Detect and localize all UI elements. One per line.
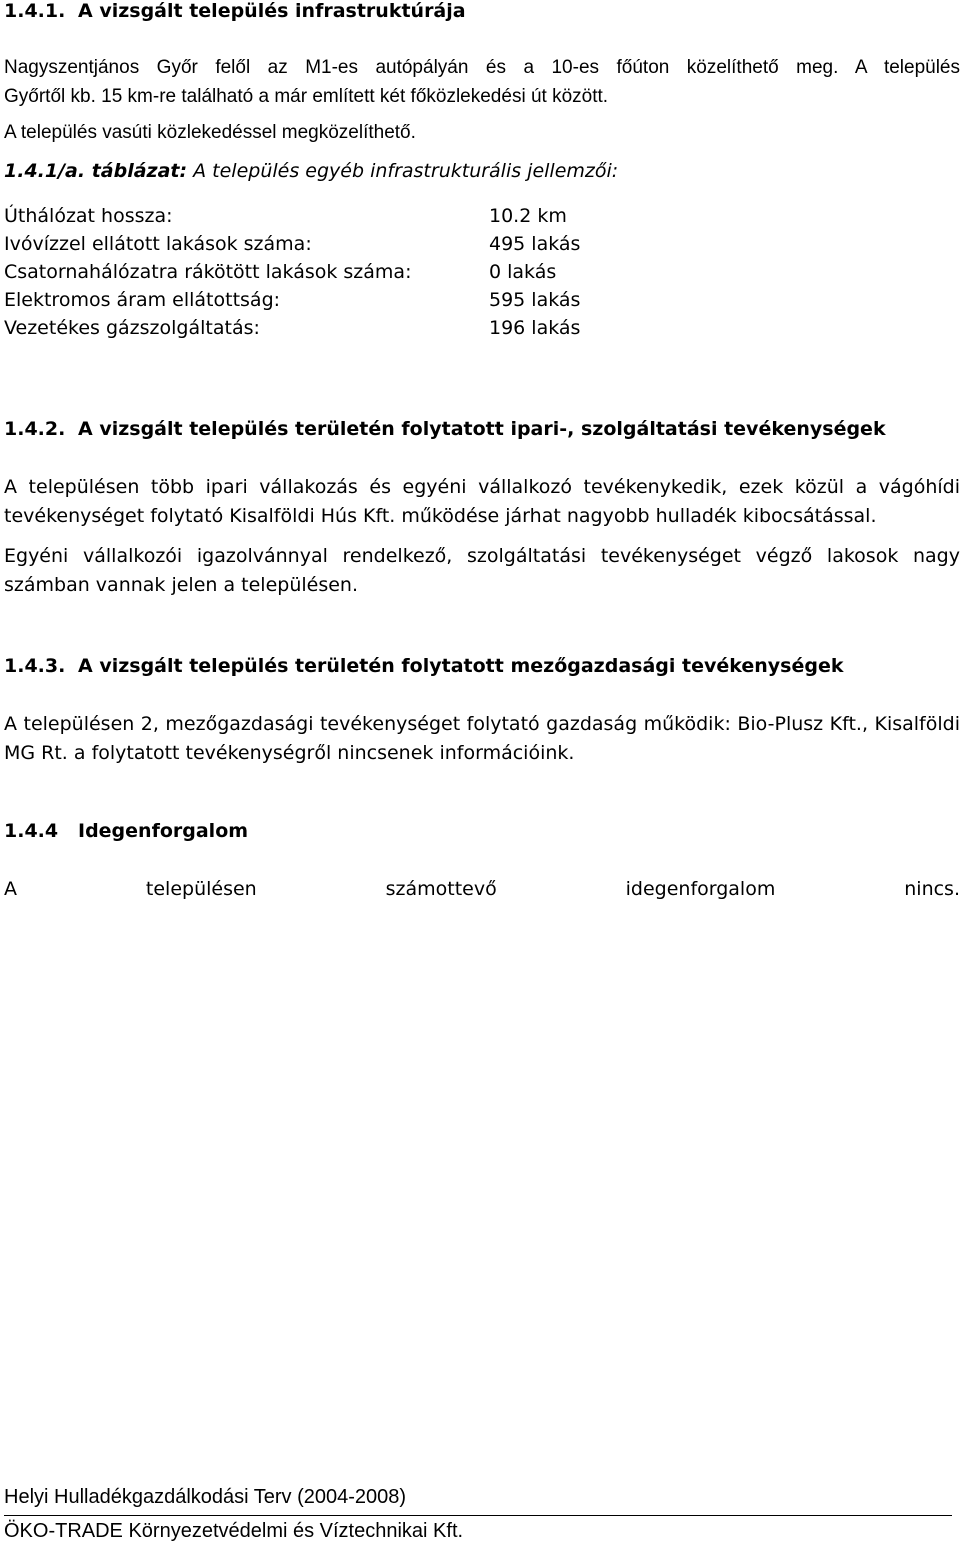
- paragraph-access-road: [4, 53, 960, 111]
- paragraph-line: Győrtől kb. 15 km-re található a már említett két főközlekedési út között.: [4, 86, 609, 107]
- section-number: 1.4.3.: [4, 655, 66, 677]
- section-title: Idegenforgalom: [78, 820, 249, 842]
- row-label: Csatornahálózatra rákötött lakások száma:: [4, 261, 412, 283]
- table-row: [4, 258, 704, 286]
- footer-divider: [4, 1515, 952, 1516]
- section-number: 1.4.4: [4, 820, 59, 842]
- table-caption-text: A település egyéb infrastrukturális jellemzői:: [187, 160, 619, 182]
- section-title: A vizsgált település területén folytatott ipari-, szolgáltatási tevékenységek: [78, 418, 886, 440]
- table-row: [4, 286, 704, 314]
- table-row: [4, 230, 704, 258]
- row-value: 495 lakás: [489, 233, 581, 255]
- section-number: 1.4.2.: [4, 418, 66, 440]
- paragraph-line: Nagyszentjános Győr felől az M1-es autópályán és a 10-es főúton közelíthető meg. A település: [4, 57, 960, 78]
- table-row: [4, 202, 704, 230]
- paragraph-agriculture: A településen 2, mezőgazdasági tevékenységet folytató gazdaság működik: Bio-Plusz Kft., Kisalföldi MG Rt. a folytatott tevékenységről nincsenek információink.: [4, 713, 960, 764]
- section-heading-1-4-2: [4, 418, 886, 440]
- paragraph-services: Egyéni vállalkozói igazolvánnyal rendelkező, szolgáltatási tevékenységet végző lakosok nagy számban vannak jelen a településen.: [4, 545, 960, 596]
- row-value: 595 lakás: [489, 289, 581, 311]
- row-label: Úthálózat hossza:: [4, 205, 173, 227]
- table-row: [4, 314, 704, 342]
- footer-company: ÖKO-TRADE Környezetvédelmi és Víztechnikai Kft.: [4, 1520, 464, 1542]
- footer-document-title: Helyi Hulladékgazdálkodási Terv (2004-2008): [4, 1486, 407, 1508]
- section-heading-1-4-3: [4, 655, 843, 677]
- section-heading-1-4-4: [4, 820, 248, 842]
- table-caption: [4, 160, 618, 182]
- section-title: A vizsgált település területén folytatott mezőgazdasági tevékenységek: [78, 655, 844, 677]
- section-heading-1-4-1: [4, 0, 466, 22]
- row-value: 196 lakás: [489, 317, 581, 339]
- section-title: A vizsgált település infrastruktúrája: [78, 0, 466, 22]
- row-label: Elektromos áram ellátottság:: [4, 289, 281, 311]
- paragraph-tourism: A településen számottevő idegenforgalom nincs.: [4, 878, 960, 900]
- infrastructure-table: [4, 202, 704, 342]
- row-label: Vezetékes gázszolgáltatás:: [4, 317, 260, 339]
- row-value: 10.2 km: [489, 205, 567, 227]
- paragraph-rail-access: A település vasúti közlekedéssel megközelíthető.: [4, 122, 416, 143]
- paragraph-industry: A településen több ipari vállakozás és egyéni vállalkozó tevékenykedik, ezek közül a vágóhídi tevékenységet folytató Kisalföldi Hús Kft. működése járhat nagyobb hulladék kibocsátással.: [4, 476, 960, 527]
- table-caption-label: 1.4.1/a. táblázat:: [4, 160, 188, 182]
- section-number: 1.4.1.: [4, 0, 66, 22]
- row-value: 0 lakás: [489, 261, 557, 283]
- row-label: Ivóvízzel ellátott lakások száma:: [4, 233, 312, 255]
